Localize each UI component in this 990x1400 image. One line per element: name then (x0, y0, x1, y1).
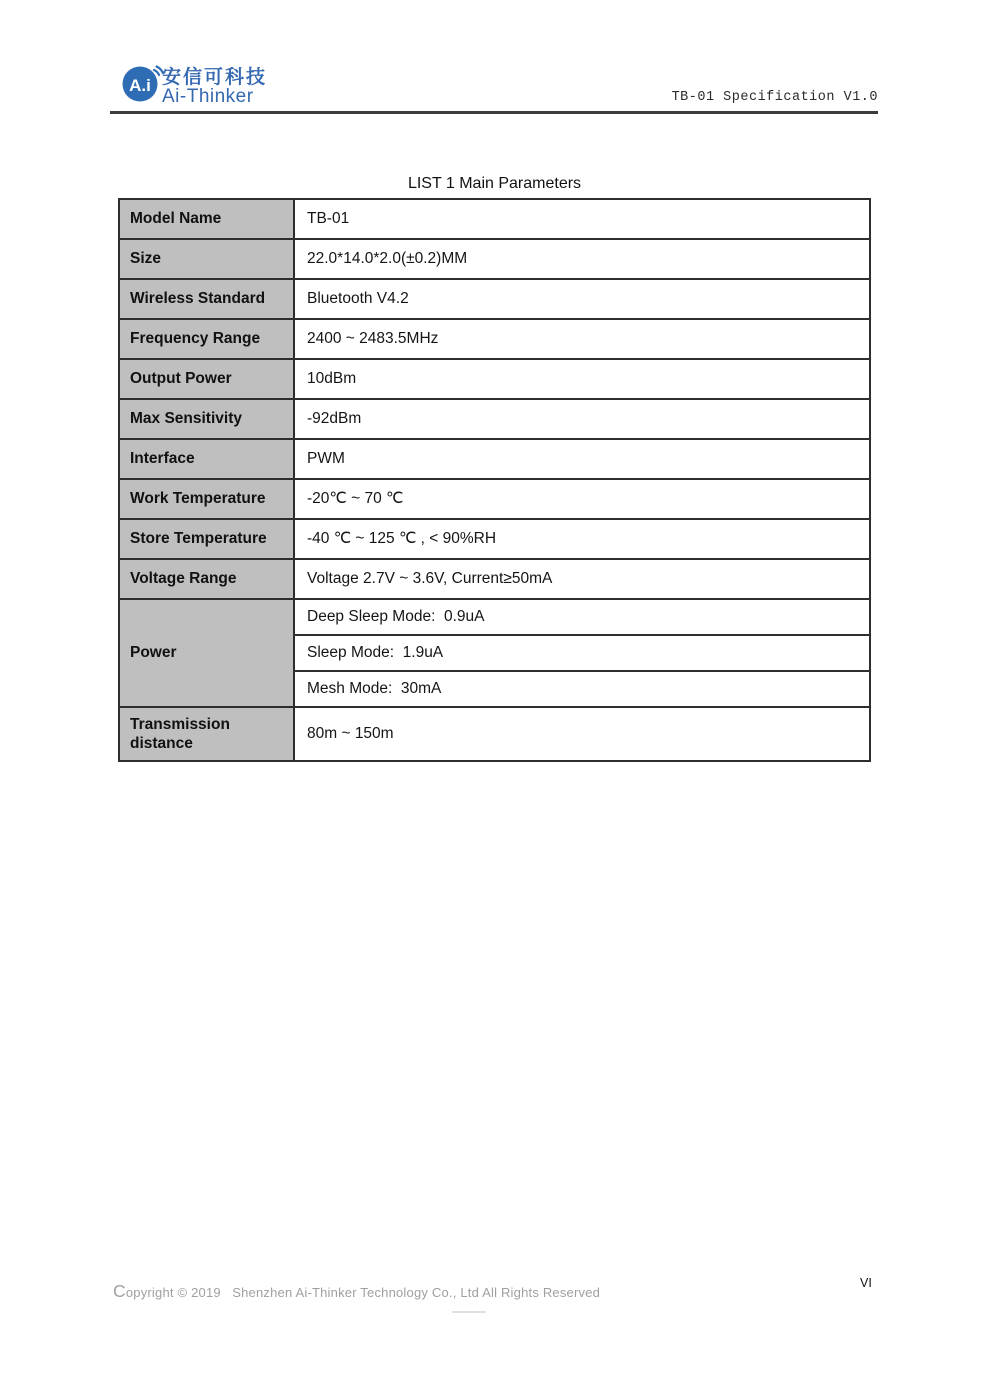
table-row (119, 519, 870, 559)
copyright-text: opyright © 2019 Shenzhen Ai-Thinker Technology Co., Ltd All Rights Reserved (125, 1285, 601, 1300)
param-label: Transmission distance (119, 707, 294, 761)
param-label: Model Name (119, 199, 294, 239)
brand-name-english: Ai-Thinker (162, 86, 254, 107)
table-row (119, 279, 870, 319)
param-label: Power (119, 599, 294, 707)
table-row (119, 439, 870, 479)
param-label: Output Power (119, 359, 294, 399)
table-row (119, 479, 870, 519)
param-value: Bluetooth V4.2 (294, 279, 870, 319)
param-value: 80m ~ 150m (294, 707, 870, 761)
param-value: Mesh Mode: 30mA (294, 671, 870, 707)
logo-monogram: A.i (129, 76, 151, 95)
table-caption: LIST 1 Main Parameters (407, 175, 582, 192)
table-row (119, 559, 870, 599)
param-value: -40 ℃ ~ 125 ℃ , < 90%RH (294, 519, 870, 559)
page-number: VI (860, 1276, 872, 1290)
param-label: Frequency Range (119, 319, 294, 359)
param-value: Voltage 2.7V ~ 3.6V, Current≥50mA (294, 559, 870, 599)
table-row (119, 239, 870, 279)
main-parameters-table (118, 198, 871, 762)
param-label: Store Temperature (119, 519, 294, 559)
table-row (119, 319, 870, 359)
footer-divider-dash (452, 1311, 486, 1313)
brand-name-chinese: 安信可科技 (162, 67, 268, 88)
param-value: 2400 ~ 2483.5MHz (294, 319, 870, 359)
param-label: Size (119, 239, 294, 279)
table-row (119, 707, 870, 761)
param-value: Deep Sleep Mode: 0.9uA (294, 599, 870, 635)
param-label: Interface (119, 439, 294, 479)
table-row (119, 399, 870, 439)
copyright-notice (113, 1281, 600, 1303)
document-title: TB-01 Specification V1.0 (671, 90, 878, 105)
table-row (119, 199, 870, 239)
param-value: PWM (294, 439, 870, 479)
header-divider (110, 111, 878, 114)
param-label: Voltage Range (119, 559, 294, 599)
param-label: Wireless Standard (119, 279, 294, 319)
copyright-initial: C (113, 1281, 126, 1301)
param-label: Max Sensitivity (119, 399, 294, 439)
table-row (119, 599, 870, 635)
param-value: 10dBm (294, 359, 870, 399)
ai-thinker-logo-icon (121, 60, 165, 113)
param-value: Sleep Mode: 1.9uA (294, 635, 870, 671)
table-row (119, 359, 870, 399)
param-value: -92dBm (294, 399, 870, 439)
param-value: -20℃ ~ 70 ℃ (294, 479, 870, 519)
param-value: TB-01 (294, 199, 870, 239)
param-label: Work Temperature (119, 479, 294, 519)
param-value: 22.0*14.0*2.0(±0.2)MM (294, 239, 870, 279)
